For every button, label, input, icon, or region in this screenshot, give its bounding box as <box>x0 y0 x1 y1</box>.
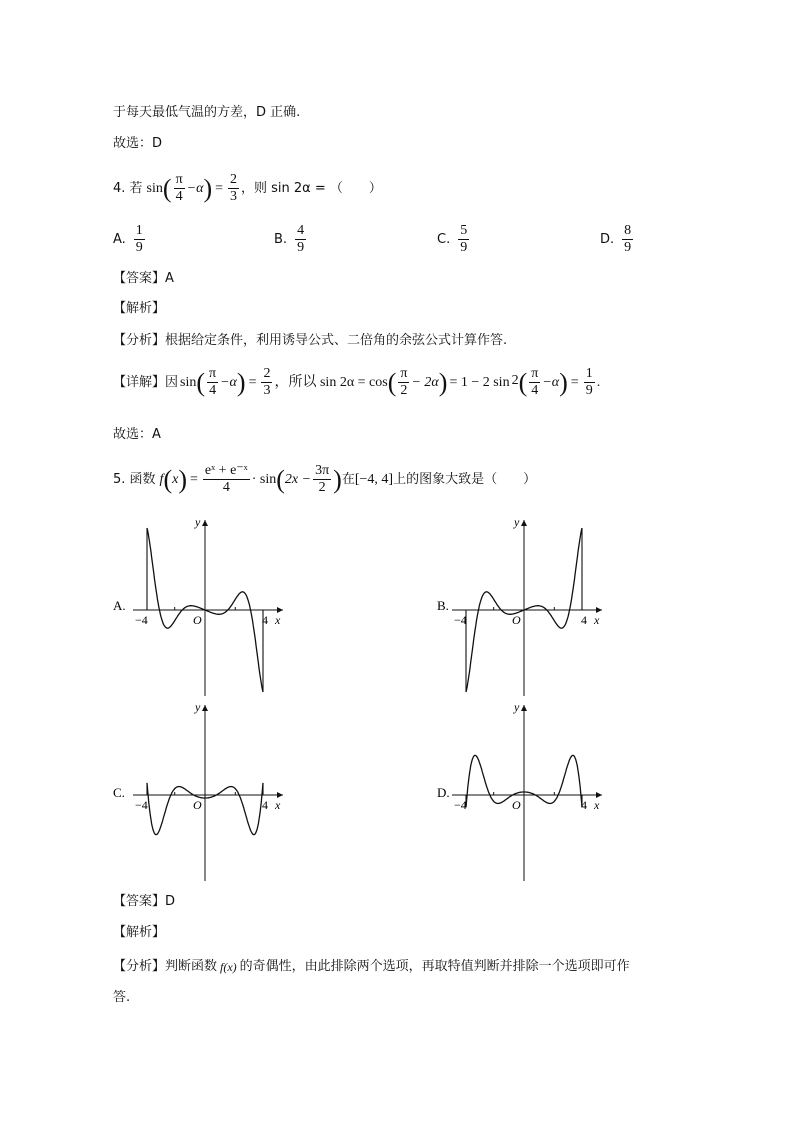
graph-a-origin-label: O <box>193 613 202 627</box>
option-b: B. $\frac{4}{9}$ <box>274 223 305 255</box>
option-a: A. $\frac{1}{9}$ <box>113 223 143 255</box>
graph-c-origin-label: O <box>193 798 202 812</box>
answer-4: 【答案】A <box>113 271 174 286</box>
graph-a-y-label: y <box>195 515 201 529</box>
graph-a-left-tick: −4 <box>135 613 148 627</box>
q4-rparen: ) <box>203 173 213 203</box>
graph-c-y-arrow <box>202 705 208 711</box>
graph-a-right-tick: 4 <box>262 613 268 627</box>
graph-d-origin-label: O <box>512 798 521 812</box>
text-line-variance: 于每天最低气温的方差，D 正确. <box>113 105 301 120</box>
graph-a-label: A. <box>113 598 126 613</box>
graph-c-y-label: y <box>195 700 201 714</box>
graph-b-origin-label: O <box>512 613 521 627</box>
graph-c-right-tick: 4 <box>262 798 268 812</box>
graph-b-x-label: x <box>594 613 600 627</box>
q4-sin: sin <box>146 180 163 196</box>
question-4: 4. 若 sin ( $\frac{\pi}{4}$ −α ) = $\frac{2}{3}$ ，则 sin 2α = （ ） <box>113 172 382 204</box>
graph-d-x-label: x <box>594 798 600 812</box>
option-graphs <box>0 510 794 910</box>
graph-b-y-label: y <box>514 515 520 529</box>
analysis-4-summary: 【分析】根据给定条件，利用诱导公式、二倍角的余弦公式计算作答. <box>113 333 508 348</box>
graph-d-left-tick: −4 <box>454 798 467 812</box>
graph-c-left-tick: −4 <box>135 798 148 812</box>
option-d: D. $\frac{8}{9}$ <box>600 223 632 255</box>
graph-d-y-label: y <box>514 700 520 714</box>
graph-b-label: B. <box>437 598 449 613</box>
analysis-5-summary: 【分析】判断函数 f(x) 的奇偶性，由此排除两个选项，再取特值判断并排除一个选项即可作 <box>113 959 630 974</box>
graph-d-right-tick: 4 <box>581 798 587 812</box>
question-5: 5. 函数 f ( x ) = $\frac{\text{eˣ + e⁻ˣ}}{4}$ · sin ( 2x − $\frac{3\pi}{2}$ ) 在 [−4, 4] 上的图象大致是（ ） <box>113 463 537 495</box>
q4-lparen: ( <box>162 173 172 203</box>
graph-a-y-arrow <box>202 520 208 526</box>
analysis-5-summary-end: 答. <box>113 990 131 1005</box>
choice-4: 故选：A <box>113 427 161 442</box>
detail-4: 【详解】因 sin ( $\frac{\pi}{4}$ −α ) = $\frac{2}{3}$ ，所以 sin 2α = cos ( $\frac{\pi}{2}$ − 2α ) = 1 − 2 sin 2 ( $\frac{\pi}{4}$ −α ) = $\frac{1}{9}$ . <box>113 366 601 398</box>
q4-frac-pi4: $\frac{\pi}{4}$ <box>175 172 183 204</box>
q4-number: 4. 若 <box>113 180 143 196</box>
answer-5: 【答案】D <box>113 894 176 909</box>
graph-b-right-tick: 4 <box>581 613 587 627</box>
q4-frac-23: $\frac{2}{3}$ <box>230 172 238 204</box>
analysis-4-heading: 【解析】 <box>113 301 166 316</box>
graph-c-x-label: x <box>275 798 281 812</box>
option-c: C. $\frac{5}{9}$ <box>437 223 468 255</box>
graph-b-y-arrow <box>521 520 527 526</box>
graph-a-x-label: x <box>275 613 281 627</box>
graph-c-label: C. <box>113 785 125 800</box>
graph-d-y-arrow <box>521 705 527 711</box>
analysis-5-heading: 【解析】 <box>113 925 166 940</box>
graph-b-left-tick: −4 <box>454 613 467 627</box>
graph-d-label: D. <box>437 785 450 800</box>
text-line-choice-d: 故选：D <box>113 136 163 151</box>
